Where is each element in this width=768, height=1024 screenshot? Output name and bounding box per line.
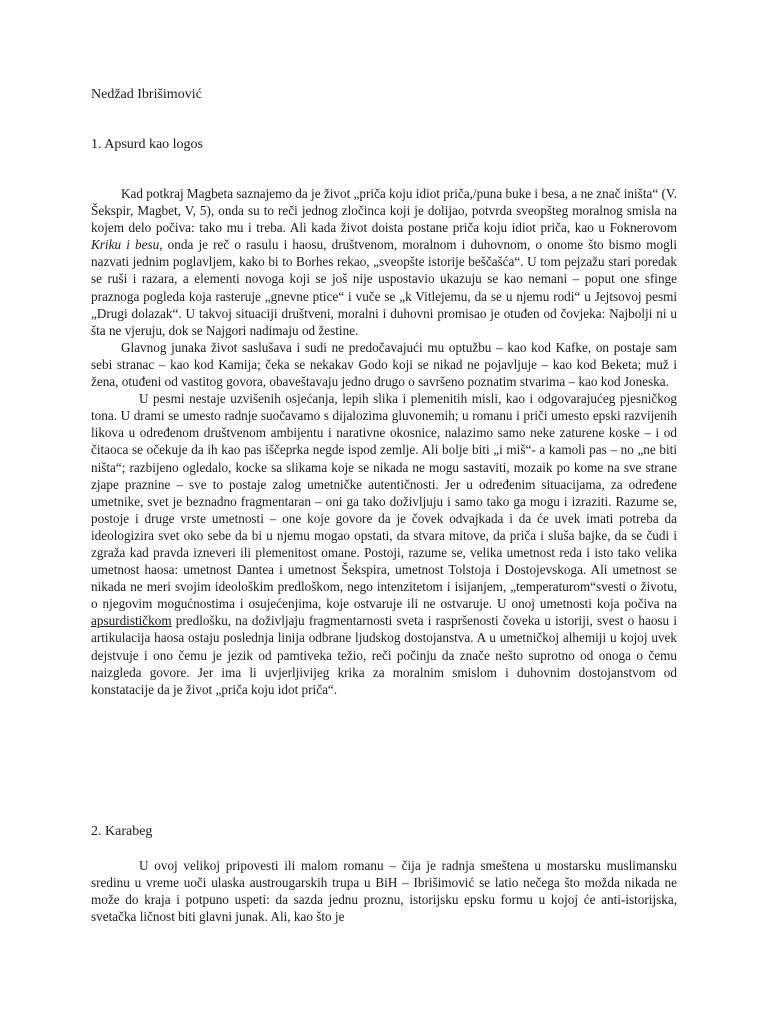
book-title-italic: Kriku i besu <box>91 237 160 253</box>
section-heading-1: 1. Apsurd kao logos <box>91 137 203 152</box>
paragraph-text: , onda je reč o rasulu i haosu, društvenom, moralnom i duhovnom, o onome što bismo mogli nazvati jednim poglavljem, kako bi to Borhes rekao, „sveopšte istorije beščašća“. U tom pejzažu stari poredak se ruši i razara, a elementi novoga koji se još nije uspostavio ukazuju se kao nemani – poput one sfinge praznoga pogleda koja rasteruje „gnevne ptice“ i vuče se „k Vitlejemu, da se u njemu rodi“ u Jejtsovoj pesmi „Drugi dolazak“. U takvoj situaciji društveni, moralni i duhovni promisao je otuđen od čovjeka: Najbolji ni u šta ne vjeruju, dok se Najgori nadimaju od žestine. <box>91 237 677 338</box>
paragraph: U ovoj velikoj pripovesti ili malom romanu – čija je radnja smeštena u mostarsku muslimansku sredinu u vreme uoči ulaska austrougarskih trupa u BiH – Ibrišimović se latio nečega što možda nikada ne može do kraja i potpuno uspeti: da sazda jednu proznu, istorijsku epsku formu u kojoj će anti-istorijska, svetačka ličnost biti glavni junak. Ali, kao što je <box>91 858 677 925</box>
underlined-word: apsurdističkom <box>91 613 172 629</box>
section-2-body <box>91 857 677 925</box>
paragraph-text: U pesmi nestaje uzvišenih osjećanja, lepih slika i plemenitih misli, kao i odgovarajućeg pjesničkog tona. U drami se umesto radnje suočavamo s dijalozima gluvonemih; u romanu i priči umesto epski razvijenih likova u određenom društvenom ambijentu i narativne okosnice, nalazimo samo neke zaturene koske – i od čitaoca se očekuje da ih kao pas iščeprka negde ispod zemlje. Ali bolje biti „i miš“- a kamoli pas – no „ne biti ništa“; razbijeno ogledalo, kocke sa slikama koje se nikada ne mogu sastaviti, mozaik po kome na sve strane zjape praznine – sve to postaje zalog umetničke autentičnosti. Jer u određenim situacijama, za određene umetnike, svet je beznadno fragmentaran – oni ga tako doživljuju i samo tako ga mogu i izraziti. Razume se, postoje i druge vrste umetnosti – one koje govore da je čovek odvajkada i da će uvek imati potreba da ideologizira svet oko sebe da bi u njemu mogao opstati, da stvara mitove, da priča i sluša bajke, da se čudi i zgraža kad pravda izneveri ili plemenitost omane. Postoji, razume se, velika umetnost reda i isto tako velika umetnost haosa: umetnost Dantea i umetnost Šekspira, umetnost Tolstoja i Dostojevskoga. Ali umetnost se nikada ne meri svojim ideološkim predloškom, nego intenzitetom i isijanjem, „temperaturom“svesti o životu, o njegovim mogućnostima i osujećenjima, koje ostvaruje ili ne ostvaruje. U onoj umetnosti koja počiva na <box>91 391 677 612</box>
paragraph-text: Kad potkraj Magbeta saznajemo da je život „priča koju idiot priča,/puna buke i besa, a ne znač iništa“ (V. Šekspir, Magbet, V, 5), onda su to reči jednog zločinca koji je dolijao, potvrda sveopšteg moralnog smisla na kojem delo počiva: tako mu i treba. Ali kada život doista postane priča koju idiot priča, kao u Foknerovom <box>91 186 677 236</box>
paragraph: Glavnog junaka život saslušava i sudi ne predočavajući mu optužbu – kao kod Kafke, on postaje sam sebi stranac – kao kod Kamija; čeka se nekakav Godo koji se nikad ne pojavljuje – kao kod Beketa; muž i žena, otuđeni od vastitog govora, obaveštavaju jedno drugo o savršeno poznatim stvarima – kao kod Joneska. <box>91 339 677 390</box>
section-1-body <box>91 185 677 698</box>
author-name: Nedžad Ibrišimović <box>91 87 202 102</box>
paragraph-text: predlošku, na doživljaju fragmentarnosti sveta i raspršenosti čoveka u istoriji, svest o haosu i artikulacija haosa ostaju poslednja linija odbrane ljudskog dostojanstva. A u umetničkoj alhemiji u kojoj uvek dejstvuje i ono čemu je jezik od pamtiveka težio, reči počinju da znače nešto suprotno od onoga o čemu naizgleda govore. Jer ima li uvjerljivijeg krika za moralnim smislom i duhovnim dostojanstvom od konstatacije da je život „priča koju idot priča“. <box>91 613 677 697</box>
paragraph <box>91 390 677 698</box>
paragraph <box>91 185 677 339</box>
section-heading-2: 2. Karabeg <box>91 824 153 839</box>
